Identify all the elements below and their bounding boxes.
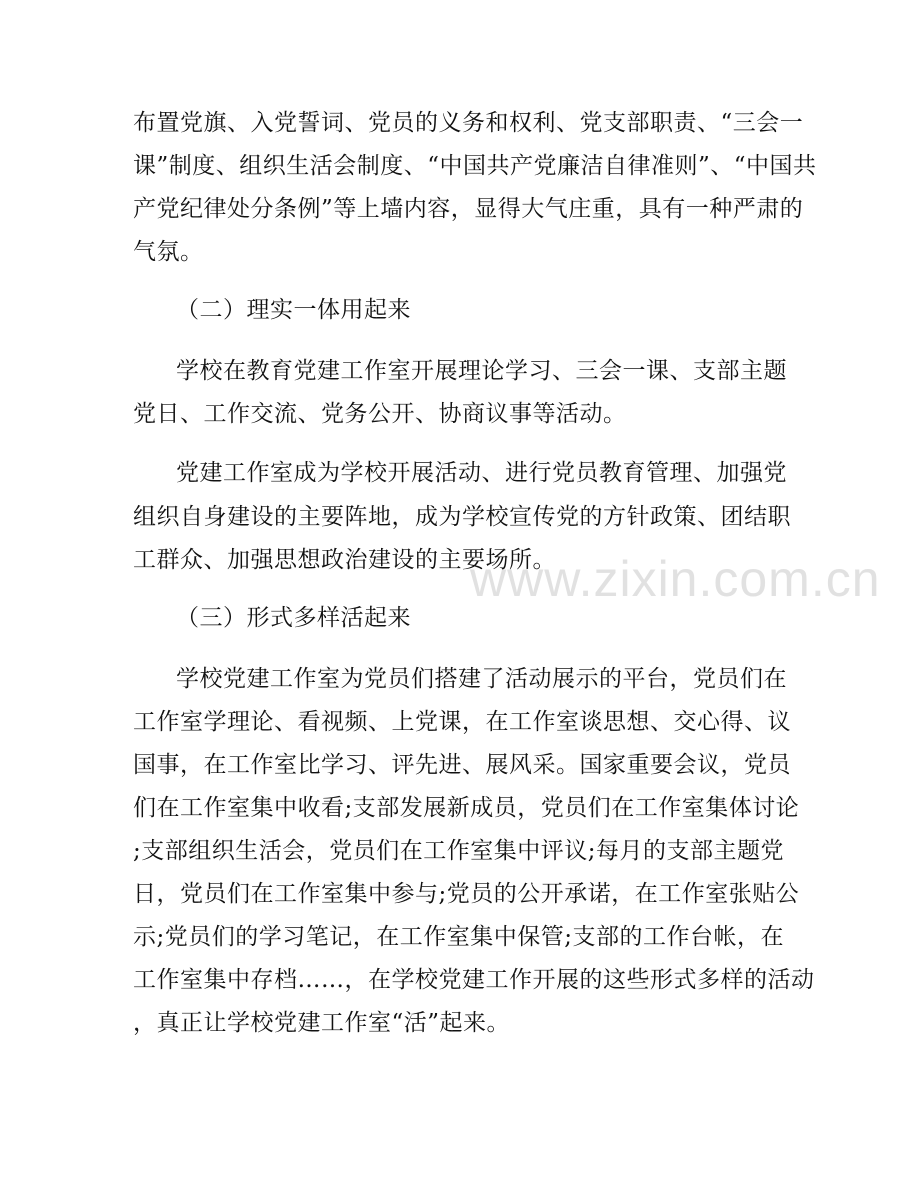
section-heading: （三）形式多样活起来: [176, 605, 411, 631]
text-line: 布置党旗、入党誓词、党员的义务和权利、党支部职责、“三会一: [133, 110, 804, 136]
text-line: 气氛。: [133, 239, 204, 265]
section-heading: （二）理实一体用起来: [176, 297, 411, 323]
text-line: 工群众、加强思想政治建设的主要场所。: [133, 547, 556, 573]
text-line: 党建工作室成为学校开展活动、进行党员教育管理、加强党: [176, 460, 787, 486]
text-line: 示;党员们的学习笔记，在工作室集中保管;支部的工作台帐，在: [133, 924, 784, 950]
text-line: 学校党建工作室为党员们搭建了活动展示的平台，党员们在: [176, 666, 787, 692]
text-line: 课”制度、组织生活会制度、“中国共产党廉洁自律准则”、“中国共: [133, 153, 817, 179]
text-line: 党日、工作交流、党务公开、协商议事等活动。: [133, 401, 627, 427]
text-line: 日，党员们在工作室集中参与;党员的公开承诺，在工作室张贴公: [133, 881, 800, 907]
watermark: www.zixin.com.cn: [470, 551, 881, 607]
text-line: 学校在教育党建工作室开展理论学习、三会一课、支部主题: [176, 358, 787, 384]
text-line: 国事，在工作室比学习、评先进、展风采。国家重要会议，党员: [133, 752, 791, 778]
text-line: 们在工作室集中收看;支部发展新成员，党员们在工作室集体讨论: [133, 795, 800, 821]
text-line: ，真正让学校党建工作室“活”起来。: [133, 1010, 511, 1036]
text-line: ;支部组织生活会，党员们在工作室集中评议;每月的支部主题党: [133, 838, 784, 864]
text-line: 组织自身建设的主要阵地，成为学校宣传党的方针政策、团结职: [133, 504, 791, 530]
text-line: 工作室集中存档……，在学校党建工作开展的这些形式多样的活动: [133, 967, 815, 993]
text-line: 产党纪律处分条例”等上墙内容，显得大气庄重，具有一种严肃的: [133, 196, 804, 222]
text-line: 工作室学理论、看视频、上党课，在工作室谈思想、交心得、议: [133, 709, 791, 735]
